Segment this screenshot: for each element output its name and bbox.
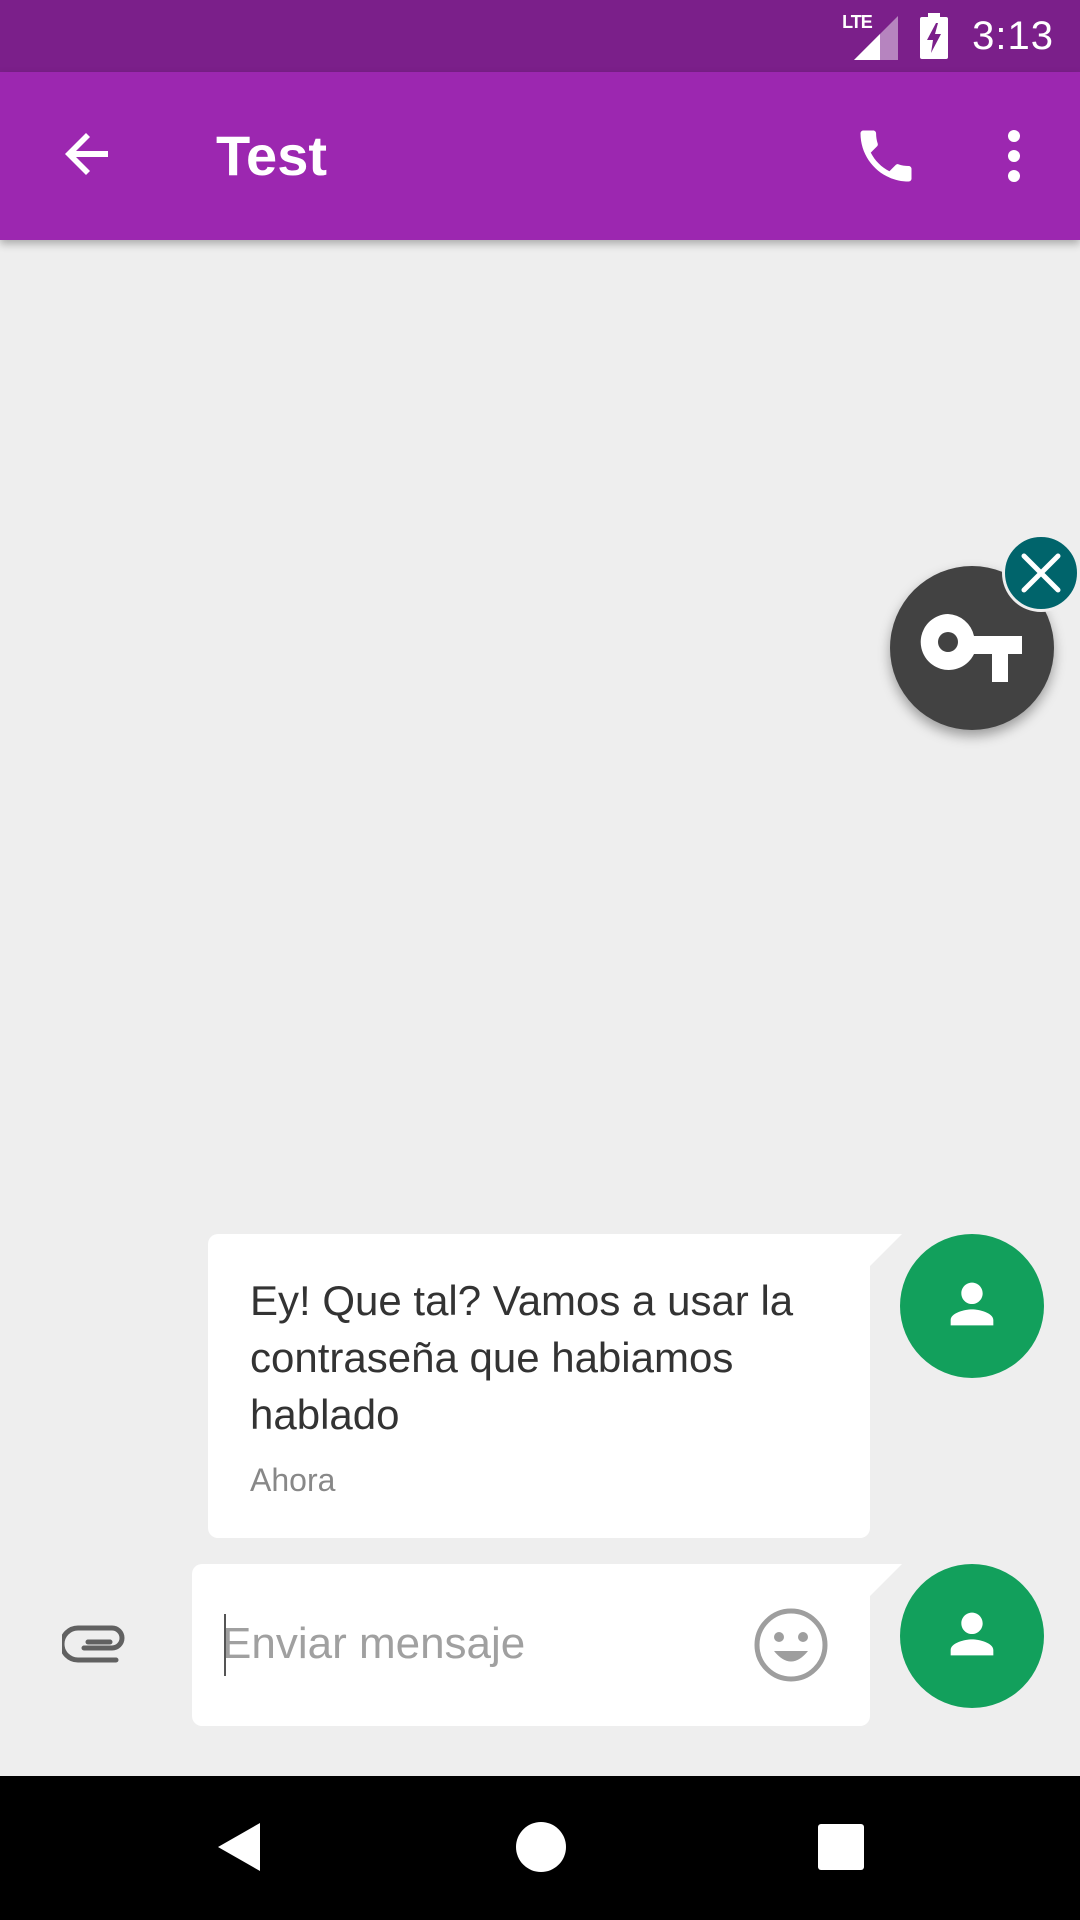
attach-icon[interactable]	[62, 1618, 130, 1666]
close-overlay-button[interactable]	[1002, 534, 1080, 612]
message-input[interactable]	[222, 1614, 722, 1674]
compose-box[interactable]	[192, 1564, 870, 1726]
signal-icon	[842, 12, 898, 60]
close-icon	[1020, 552, 1062, 594]
phone-icon[interactable]	[852, 122, 920, 190]
clock: 3:13	[972, 13, 1054, 58]
nav-recents-icon[interactable]	[818, 1824, 864, 1870]
emoji-icon[interactable]	[752, 1606, 830, 1684]
status-bar	[0, 0, 1080, 72]
nav-home-icon[interactable]	[516, 1822, 566, 1872]
nav-back-icon[interactable]	[214, 1820, 264, 1879]
app-bar	[0, 72, 1080, 240]
more-vert-icon[interactable]	[990, 122, 1038, 190]
message-bubble-tail	[870, 1234, 902, 1266]
text-cursor	[224, 1614, 226, 1676]
network-label: LTE	[842, 12, 872, 32]
person-icon	[940, 1602, 1004, 1666]
avatar[interactable]	[900, 1234, 1044, 1378]
person-icon	[940, 1272, 1004, 1336]
key-icon	[918, 610, 1026, 686]
navigation-bar	[0, 1776, 1080, 1920]
compose-box-tail	[870, 1564, 902, 1596]
battery-charging-icon	[920, 13, 948, 59]
conversation-title: Test	[216, 124, 327, 187]
message-text: Ey! Que tal? Vamos a usar la contraseña que habiamos hablado	[250, 1277, 794, 1438]
arrow-back-icon[interactable]	[56, 122, 120, 186]
sender-avatar[interactable]	[900, 1564, 1044, 1708]
message-bubble[interactable]	[208, 1234, 870, 1538]
message-timestamp: Ahora	[250, 1462, 336, 1498]
